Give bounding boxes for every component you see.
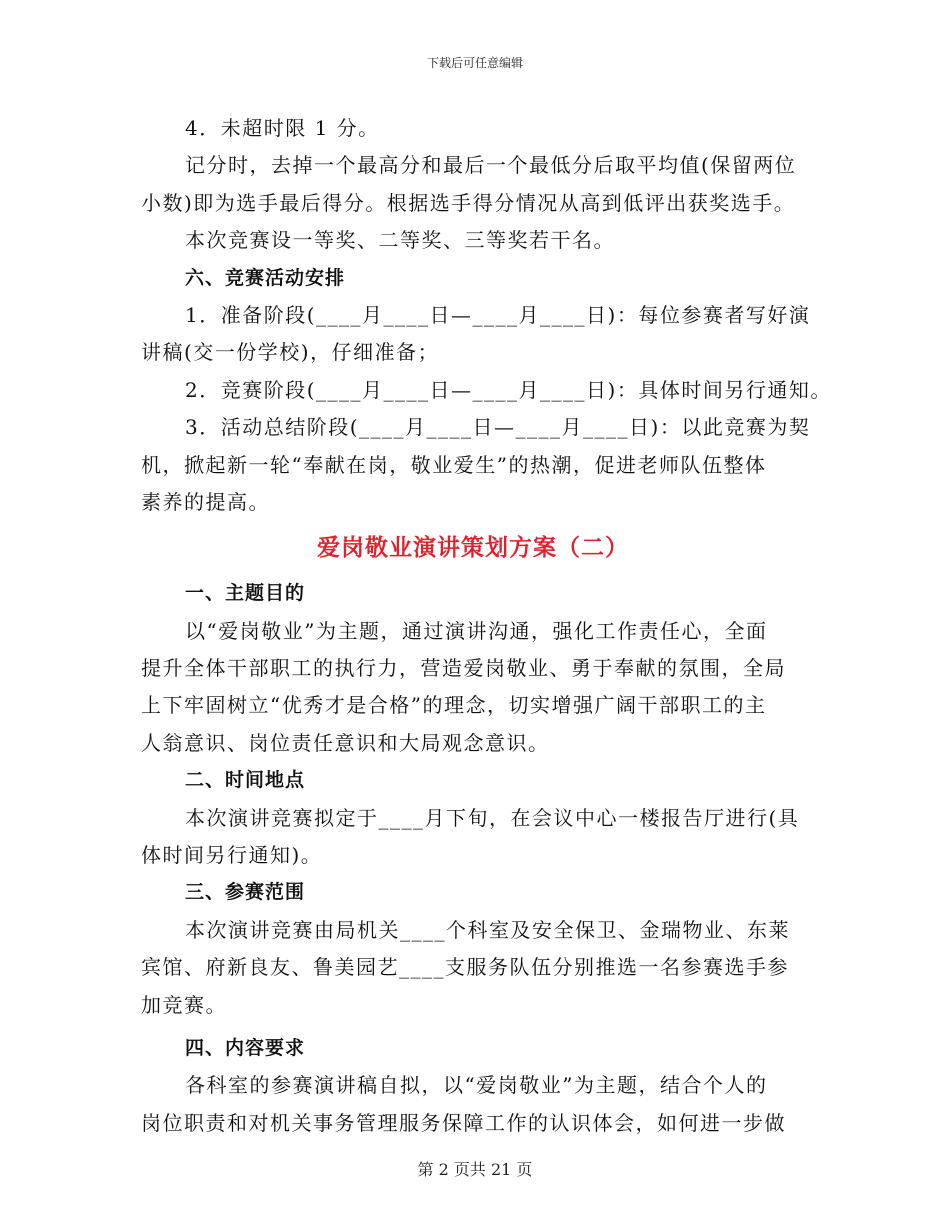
paragraph-line: 宾馆、府新良友、鲁美园艺____支服务队伍分别推选一名参赛选手参 [141,955,789,980]
paragraph-line: 2．竞赛阶段(____月____日—____月____日)：具体时间另行通知。 [185,377,832,402]
section-heading: 二、时间地点 [185,769,306,792]
section-heading: 一、主题目的 [185,582,306,605]
paragraph-line: 以“爱岗敬业”为主题，通过演讲沟通，强化工作责任心，全面 [185,618,768,643]
paragraph-line: 岗位职责和对机关事务管理服务保障工作的认识体会，如何进一步做 [141,1110,786,1135]
paragraph-line: 体时间另行通知)。 [141,843,323,868]
document-title: 爱岗敬业演讲策划方案（二） [317,535,629,562]
section-heading: 六、竞赛活动安排 [185,266,346,289]
paragraph-line: 本次演讲竞赛由局机关____个科室及安全保卫、金瑞物业、东莱 [185,917,790,942]
paragraph-line: 人翁意识、岗位责任意识和大局观念意识。 [141,730,550,755]
paragraph-line: 上下牢固树立“优秀才是合格”的理念，切实增强广阔干部职工的主 [141,693,767,718]
paragraph-line: 3．活动总结阶段(____月____日—____月____日)：以此竞赛为契 [185,415,811,440]
paragraph-line: 提升全体干部职工的执行力，营造爱岗敬业、勇于奉献的氛围，全局 [141,656,786,681]
paragraph-line: 本次演讲竞赛拟定于____月下旬，在会议中心一楼报告厅进行(具 [185,805,800,830]
page-header: 下载后可任意编辑 [426,56,523,70]
paragraph-line: 小数)即为选手最后得分。根据选手得分情况从高到低评出获奖选手。 [141,190,796,215]
paragraph-line: 记分时，去掉一个最高分和最后一个最低分后取平均值(保留两位 [185,153,797,178]
section-heading: 三、参赛范围 [185,881,306,904]
paragraph-line: 本次竞赛设一等奖、二等奖、三等奖若干名。 [185,228,615,253]
section-heading: 四、内容要求 [185,1036,306,1059]
paragraph-line: 4．未超时限 1 分。 [185,116,380,140]
paragraph-line: 加竞赛。 [141,992,227,1017]
paragraph-line: 各科室的参赛演讲稿自拟，以“爱岗敬业”为主题，结合个人的 [185,1073,768,1098]
page-footer: 第 2 页共 21 页 [417,1160,533,1179]
paragraph-line: 1．准备阶段(____月____日—____月____日)：每位参赛者写好演 [185,302,811,327]
paragraph-line: 讲稿(交一份学校)，仔细准备； [141,340,440,365]
paragraph-line: 素养的提高。 [141,489,270,514]
document-body [141,110,832,1142]
paragraph-line: 机，掀起新一轮“奉献在岗，敬业爱生”的热潮，促进老师队伍整体 [141,452,767,477]
